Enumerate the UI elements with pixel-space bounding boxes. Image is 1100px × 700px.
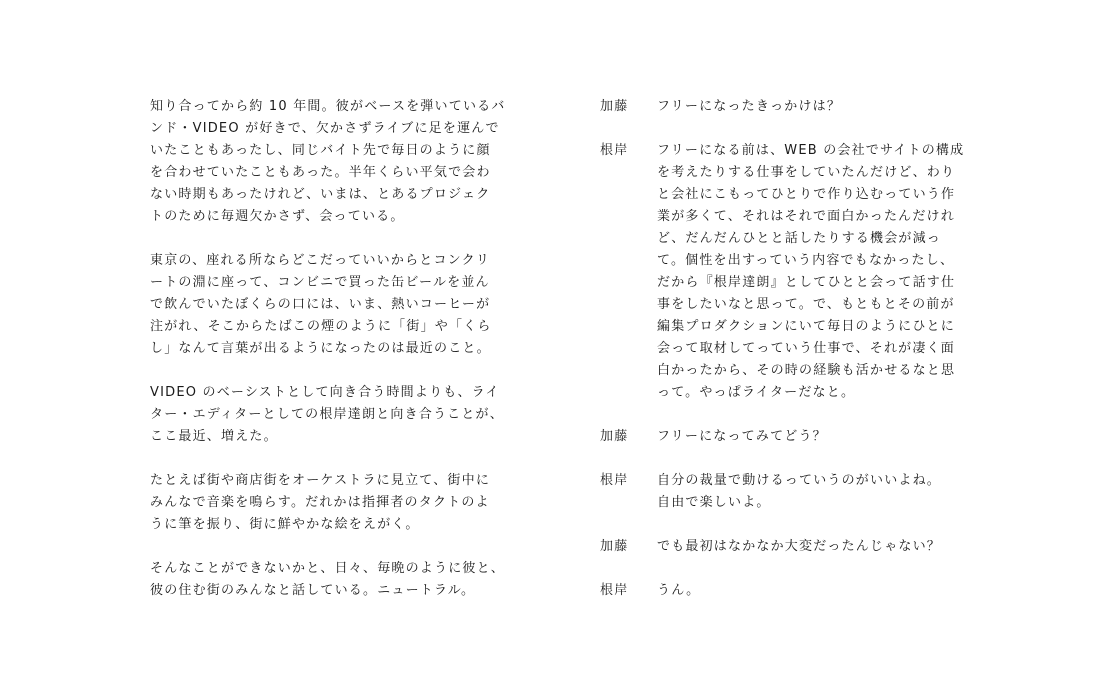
essay-line: たとえば街や商店街をオーケストラに見立て、街中に	[150, 473, 491, 488]
essay-paragraph-4	[150, 470, 520, 536]
essay-line: し」なんて言葉が出るようになったのは最近のこと。	[150, 341, 491, 356]
essay-column	[150, 96, 520, 624]
essay-line: を合わせていたこともあった。半年くらい平気で会わ	[150, 165, 491, 180]
essay-line: ートの淵に座って、コンビニで買った缶ビールを並ん	[150, 275, 490, 290]
dialogue-entry	[600, 470, 980, 514]
essay-line: ない時期もあったけれど、いまは、とあるプロジェク	[150, 187, 491, 202]
speech-line: 会って取材してっていう仕事で、それが凄く面	[657, 341, 955, 356]
speech-line: でも最初はなかなか大変だったんじゃない？	[657, 539, 942, 554]
speech-line: 白かったから、その時の経験も活かせるなと思	[657, 363, 956, 378]
speech-line: て。個性を出すっていう内容でもなかったし、	[657, 253, 955, 268]
speech-line: ど、だんだんひとと話したりする機会が減っ	[657, 231, 942, 246]
essay-paragraph-3	[150, 382, 520, 448]
speech-text	[657, 470, 980, 514]
essay-line: で飲んでいたぼくらの口には、いま、熱いコーヒーが	[150, 297, 491, 312]
speaker-name: 加藤	[600, 99, 629, 114]
essay-line: ンド・VIDEO が好きで、欠かさずライブに足を運んで	[150, 121, 500, 136]
speech-line: 自由で楽しいよ。	[657, 495, 771, 510]
speaker-name: 根岸	[600, 473, 629, 488]
essay-line: 注がれ、そこからたばこの煙のように「街」や「くら	[150, 319, 492, 334]
dialogue-entry	[600, 140, 980, 404]
dialogue-entry	[600, 426, 980, 448]
essay-paragraph-2	[150, 250, 520, 360]
speaker-name: 加藤	[600, 539, 629, 554]
dialogue-entry	[600, 96, 980, 118]
speech-line: フリーになったきっかけは？	[657, 99, 842, 114]
speaker-name: 加藤	[600, 429, 629, 444]
speech-text	[657, 140, 980, 404]
speech-line: 自分の裁量で動けるっていうのがいいよね。	[657, 473, 942, 488]
essay-line: 知り合ってから約 10 年間。彼がベースを弾いているバ	[150, 99, 506, 114]
essay-line: いたこともあったし、同じバイト先で毎日のように顔	[150, 143, 491, 158]
speech-line: フリーになってみてどう？	[657, 429, 827, 444]
speech-line: 事をしたいなと思って。で、もともとその前が	[657, 297, 955, 312]
essay-line: ここ最近、増えた。	[150, 429, 278, 444]
dialogue-entry	[600, 580, 980, 602]
dialogue-entry	[600, 536, 980, 558]
essay-line: うに筆を振り、街に鮮やかな絵をえがく。	[150, 517, 420, 532]
essay-line: トのために毎週欠かさず、会っている。	[150, 209, 405, 224]
speaker-name: 根岸	[600, 143, 629, 158]
essay-line: VIDEO のベーシストとして向き合う時間よりも、ライ	[150, 385, 500, 400]
essay-line: 彼の住む街のみんなと話している。ニュートラル。	[150, 583, 476, 598]
speaker-name: 根岸	[600, 583, 629, 598]
speech-line: と会社にこもってひとりで作り込むっていう作	[657, 187, 956, 202]
essay-line: みんなで音楽を鳴らす。だれかは指揮者のタクトのよ	[150, 495, 490, 510]
speech-line: うん。	[657, 583, 701, 598]
speech-line: フリーになる前は、WEB の会社でサイトの構成	[657, 143, 965, 158]
speech-line: って。やっぱライターだなと。	[657, 385, 856, 400]
speech-text	[657, 536, 980, 558]
essay-line: ター・エディターとしての根岸達朗と向き合うことが、	[150, 407, 504, 422]
essay-paragraph-1	[150, 96, 520, 228]
speech-text	[657, 580, 980, 602]
speech-line: 編集プロダクションにいて毎日のようにひとに	[657, 319, 955, 334]
speech-line: を考えたりする仕事をしていたんだけど、わり	[657, 165, 956, 180]
essay-line: 東京の、座れる所ならどこだっていいからとコンクリ	[150, 253, 491, 268]
speech-text	[657, 426, 980, 448]
speech-line: 業が多くて、それはそれで面白かったんだけれ	[657, 209, 955, 224]
speech-line: だから『根岸達朗』としてひとと会って話す仕	[657, 275, 956, 290]
essay-line: そんなことができないかと、日々、毎晩のように彼と、	[150, 561, 506, 576]
interview-column	[600, 96, 980, 624]
essay-paragraph-5	[150, 558, 520, 602]
speech-text	[657, 96, 980, 118]
